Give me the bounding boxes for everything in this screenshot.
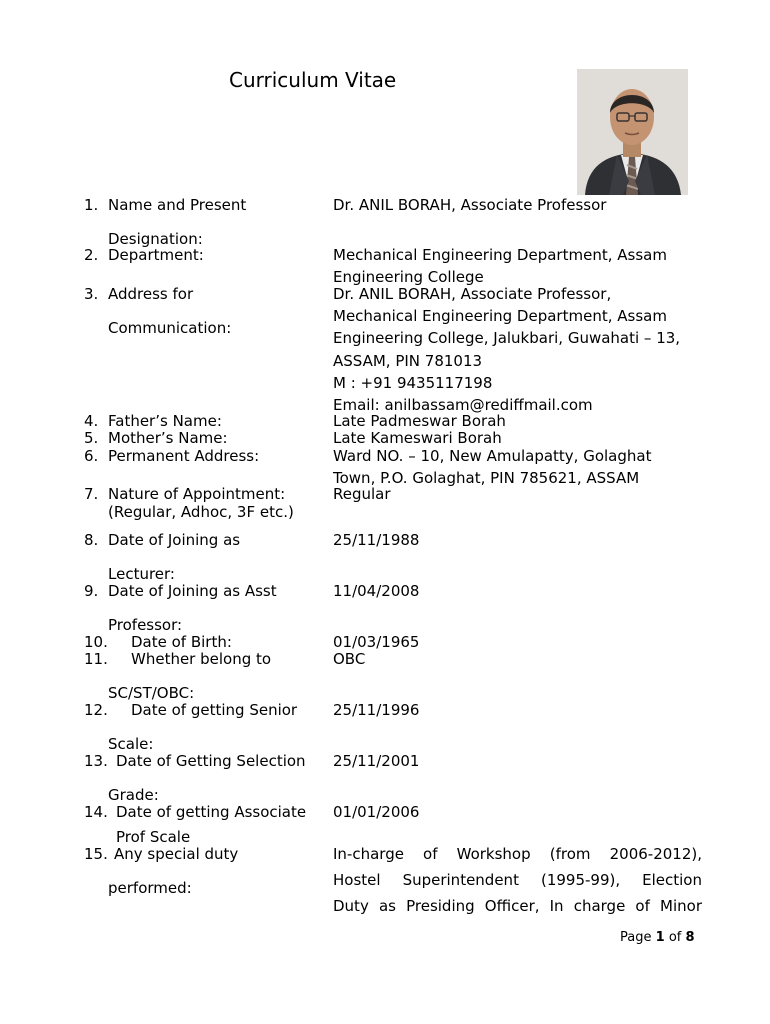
item-number: 10. xyxy=(84,633,108,651)
item-number: 8. xyxy=(84,531,99,549)
item-label: Permanent Address: xyxy=(108,447,260,465)
item-label-continued: (Regular, Adhoc, 3F etc.) xyxy=(108,503,294,521)
item-value: 01/03/1965 xyxy=(333,633,420,651)
item-label: Name and Present xyxy=(108,196,247,214)
item-value: M : +91 9435117198 xyxy=(333,374,493,392)
item-value: 25/11/1988 xyxy=(333,531,420,549)
item-number: 6. xyxy=(84,447,99,465)
item-label: Nature of Appointment: xyxy=(108,485,286,503)
item-number: 13. xyxy=(84,752,108,770)
item-number: 11. xyxy=(84,650,108,668)
of-label: of xyxy=(668,930,682,945)
item-number: 7. xyxy=(84,485,99,503)
item-number: 2. xyxy=(84,246,99,264)
item-value: Late Padmeswar Borah xyxy=(333,412,506,430)
item-label: Father’s Name: xyxy=(108,412,222,430)
item-label-continued: Prof Scale xyxy=(116,828,191,846)
item-value: 01/01/2006 xyxy=(333,803,420,821)
item-label: Mother’s Name: xyxy=(108,429,228,447)
item-label: Any special duty xyxy=(114,845,239,863)
document-title: Curriculum Vitae xyxy=(229,68,397,92)
item-value: In-charge of Workshop (from 2006-2012), xyxy=(333,845,702,863)
item-value: Ward NO. – 10, New Amulapatty, Golaghat xyxy=(333,447,652,465)
item-value: Late Kameswari Borah xyxy=(333,429,502,447)
item-value: Dr. ANIL BORAH, Associate Professor, xyxy=(333,285,612,303)
item-number: 12. xyxy=(84,701,108,719)
item-label: Date of getting Senior xyxy=(131,701,298,719)
item-label-continued: Communication: xyxy=(108,319,232,337)
item-number: 3. xyxy=(84,285,99,303)
item-number: 9. xyxy=(84,582,99,600)
item-value: Mechanical Engineering Department, Assam xyxy=(333,246,667,264)
item-label: Date of Joining as xyxy=(108,531,241,549)
item-value: ASSAM, PIN 781013 xyxy=(333,352,483,370)
total-pages: 8 xyxy=(685,930,695,945)
item-value: Town, P.O. Golaghat, PIN 785621, ASSAM xyxy=(333,469,640,487)
item-label: Date of Joining as Asst xyxy=(108,582,277,600)
item-label: Date of Getting Selection xyxy=(116,752,306,770)
item-number: 14. xyxy=(84,803,108,821)
page-label: Page xyxy=(620,930,652,945)
item-label-continued: Scale: xyxy=(108,735,154,753)
item-label-continued: Lecturer: xyxy=(108,565,175,583)
item-number: 4. xyxy=(84,412,99,430)
item-value-email: Email: anilbassam@rediffmail.com xyxy=(333,396,593,414)
item-label: Department: xyxy=(108,246,204,264)
page-number xyxy=(620,930,695,945)
item-value: Hostel Superintendent (1995-99), Election xyxy=(333,871,702,889)
item-label-continued: performed: xyxy=(108,879,192,897)
item-value: Dr. ANIL BORAH, Associate Professor xyxy=(333,196,607,214)
item-number: 1. xyxy=(84,196,99,214)
item-label-continued: Grade: xyxy=(108,786,159,804)
item-value: OBC xyxy=(333,650,366,668)
item-value: 25/11/2001 xyxy=(333,752,420,770)
item-label: Date of Birth: xyxy=(131,633,232,651)
item-number: 5. xyxy=(84,429,99,447)
item-value: Mechanical Engineering Department, Assam xyxy=(333,307,667,325)
portrait-image xyxy=(577,69,688,195)
item-label: Date of getting Associate xyxy=(116,803,307,821)
current-page: 1 xyxy=(655,930,665,945)
item-value: Engineering College xyxy=(333,268,484,286)
item-label-continued: Professor: xyxy=(108,616,183,634)
item-value: 11/04/2008 xyxy=(333,582,420,600)
item-value: 25/11/1996 xyxy=(333,701,420,719)
item-value: Regular xyxy=(333,485,391,503)
item-label-continued: Designation: xyxy=(108,230,203,248)
item-label: Address for xyxy=(108,285,194,303)
item-number: 15. xyxy=(84,845,108,863)
item-value: Engineering College, Jalukbari, Guwahati – 13, xyxy=(333,329,681,347)
item-label-continued: SC/ST/OBC: xyxy=(108,684,195,702)
item-label: Whether belong to xyxy=(131,650,272,668)
item-value: Duty as Presiding Officer, In charge of Minor xyxy=(333,897,702,915)
profile-photo xyxy=(577,69,688,195)
